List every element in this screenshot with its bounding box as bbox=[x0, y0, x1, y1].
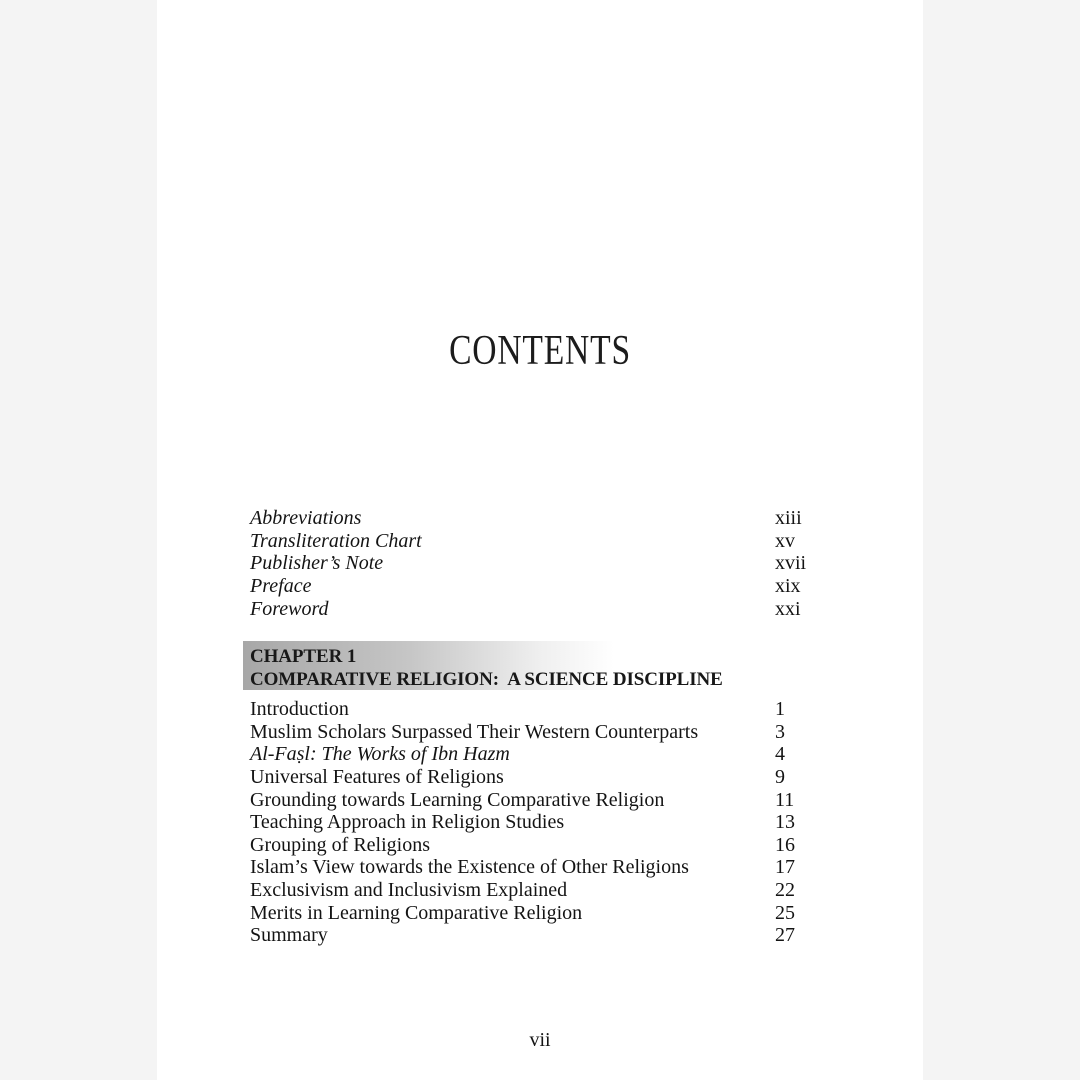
toc-entry-page-number: 3 bbox=[775, 720, 785, 743]
toc-row bbox=[250, 856, 923, 879]
toc-entry-page-number: xxi bbox=[775, 597, 801, 620]
toc-row bbox=[250, 552, 923, 575]
toc-row bbox=[250, 530, 923, 553]
chapter-heading-bar bbox=[243, 641, 883, 690]
toc-entry-page-number: 1 bbox=[775, 698, 785, 720]
toc-entry-page-number: 4 bbox=[775, 743, 785, 766]
toc-row bbox=[250, 743, 923, 766]
chapter-title-line: COMPARATIVE RELIGION: A SCIENCE DISCIPLINE bbox=[250, 669, 723, 690]
toc-entry-page-number: xv bbox=[775, 529, 795, 552]
toc-entry-label: Foreword bbox=[250, 597, 329, 620]
toc-row bbox=[250, 575, 923, 598]
toc-entry-label: Grounding towards Learning Comparative Religion bbox=[250, 788, 665, 811]
toc-entry-page-number: 16 bbox=[775, 833, 795, 856]
page-title: CONTENTS bbox=[449, 328, 631, 374]
toc-entry-page-number: 27 bbox=[775, 924, 795, 947]
toc-entry-label: Universal Features of Religions bbox=[250, 765, 504, 788]
toc-entry-label: Summary bbox=[250, 924, 328, 947]
toc-entry-label: Exclusivism and Inclusivism Explained bbox=[250, 879, 568, 902]
toc-entry-label: Transliteration Chart bbox=[250, 529, 422, 552]
contents-page bbox=[157, 0, 923, 1080]
toc-entry-page-number: 22 bbox=[775, 879, 795, 902]
front-matter-list bbox=[250, 507, 923, 620]
toc-entry-label: Preface bbox=[250, 574, 312, 597]
toc-entry-label: Publisher’s Note bbox=[250, 552, 384, 575]
toc-entry-page-number: xvii bbox=[775, 552, 807, 575]
toc-entry-page-number: 17 bbox=[775, 856, 795, 879]
chapter-number-line: CHAPTER 1 bbox=[250, 646, 357, 667]
toc-entry-label: Islam’s View towards the Existence of Other Religions bbox=[250, 856, 689, 879]
toc-entry-label: Al-Faṣl: The Works of Ibn Hazm bbox=[250, 743, 510, 766]
toc-row bbox=[250, 811, 923, 834]
toc-row bbox=[250, 766, 923, 789]
toc-row bbox=[250, 698, 923, 721]
toc-entry-label: Abbreviations bbox=[250, 507, 362, 529]
toc-row bbox=[250, 924, 923, 947]
folio-page-number: vii bbox=[529, 1029, 551, 1051]
toc-row bbox=[250, 789, 923, 812]
toc-entry-label: Merits in Learning Comparative Religion bbox=[250, 901, 583, 924]
toc-entry-label: Introduction bbox=[250, 698, 349, 720]
toc-row bbox=[250, 721, 923, 744]
toc-row bbox=[250, 507, 923, 530]
toc-entry-label: Teaching Approach in Religion Studies bbox=[250, 811, 565, 834]
toc-entry-page-number: xiii bbox=[775, 507, 802, 529]
toc-entry-page-number: 11 bbox=[775, 788, 795, 811]
toc-entry-page-number: 9 bbox=[775, 765, 785, 788]
toc-entry-label: Grouping of Religions bbox=[250, 833, 430, 856]
toc-entry-label: Muslim Scholars Surpassed Their Western Counterparts bbox=[250, 720, 699, 743]
toc-row bbox=[250, 598, 923, 621]
toc-row bbox=[250, 879, 923, 902]
toc-entry-page-number: xix bbox=[775, 574, 801, 597]
toc-entry-page-number: 25 bbox=[775, 901, 795, 924]
toc-entry-page-number: 13 bbox=[775, 811, 795, 834]
chapter-toc-list bbox=[250, 698, 923, 947]
toc-row bbox=[250, 902, 923, 925]
toc-row bbox=[250, 834, 923, 857]
